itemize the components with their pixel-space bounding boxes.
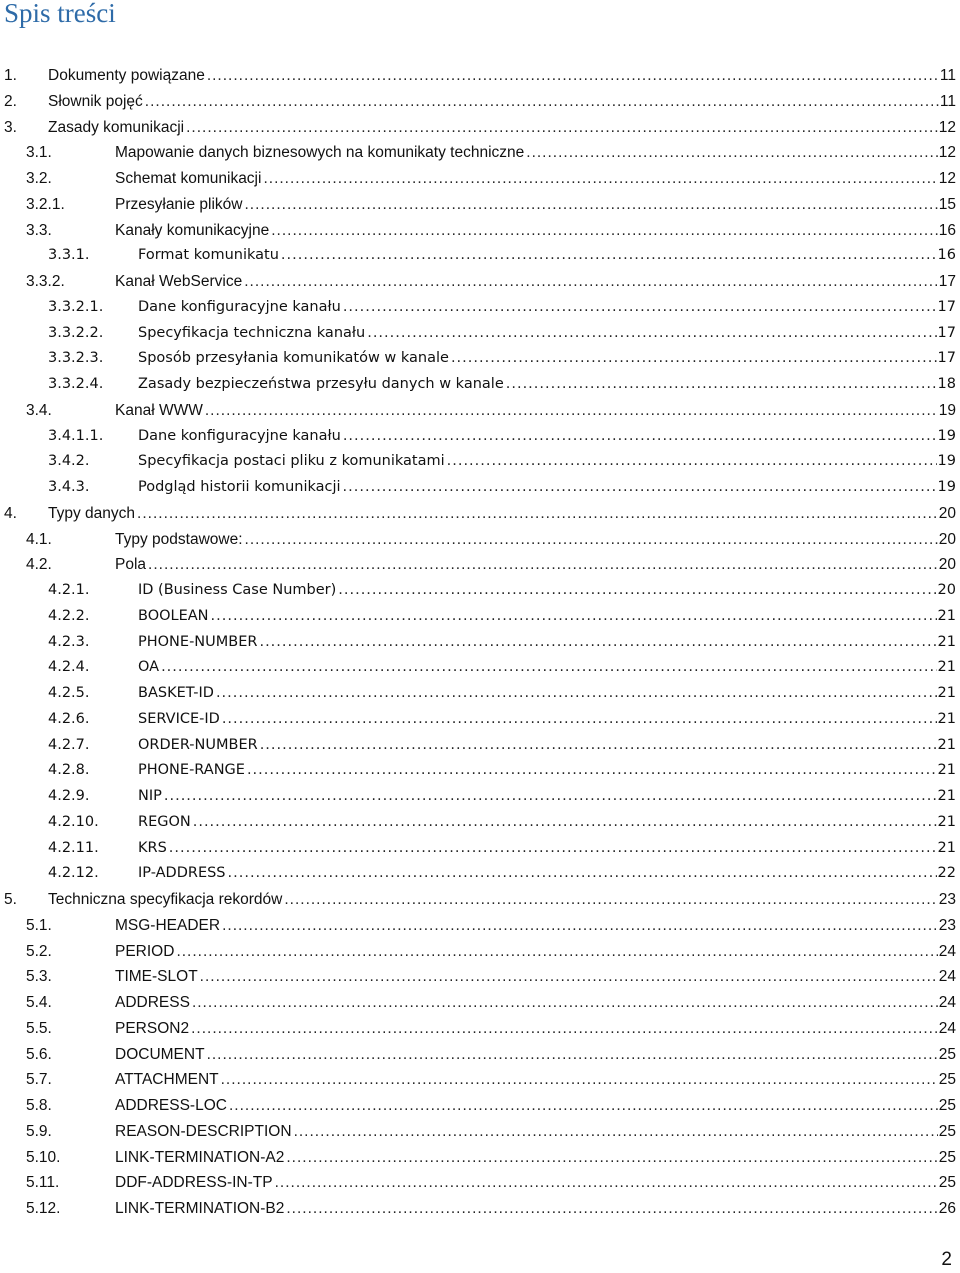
toc-entry-number: 4.2.9. xyxy=(48,788,90,804)
toc-entry-number: 5.1. xyxy=(26,916,52,934)
toc-entry-leader-line xyxy=(138,733,956,759)
dot-leader xyxy=(245,192,938,218)
dot-leader xyxy=(193,810,937,836)
toc-entry-number: 5.8. xyxy=(26,1097,52,1114)
toc-entry-number: 5.3. xyxy=(26,968,52,986)
toc-entry-page[interactable]: 21 xyxy=(937,788,956,804)
toc-entry[interactable] xyxy=(0,990,960,1016)
toc-entry-number: 3.4. xyxy=(26,401,52,419)
toc-entry-title[interactable]: ADDRESS xyxy=(115,994,190,1011)
dot-leader xyxy=(145,89,939,115)
dot-leader xyxy=(367,321,936,347)
dot-leader xyxy=(286,1196,937,1222)
toc-entry-number: 5.7. xyxy=(26,1071,52,1089)
toc-entry-page[interactable]: 19 xyxy=(938,401,956,419)
toc-entry[interactable] xyxy=(0,243,960,269)
toc-entry-number: 3.3.2.1. xyxy=(48,298,104,315)
toc-entry-title[interactable]: PERSON2 xyxy=(115,1019,190,1037)
dot-leader xyxy=(221,1067,938,1093)
dot-leader xyxy=(260,733,937,759)
toc-entry-leader-line xyxy=(115,218,956,244)
toc-entry-title[interactable]: SERVICE-ID xyxy=(138,710,220,727)
toc-entry[interactable] xyxy=(0,1145,960,1171)
toc-entry[interactable] xyxy=(0,475,960,501)
toc-entry-leader-line xyxy=(115,1093,956,1119)
toc-entry[interactable] xyxy=(0,1119,960,1145)
toc-entry-leader-line xyxy=(138,604,956,630)
toc-entry-leader-line xyxy=(115,990,956,1016)
dot-leader xyxy=(148,552,938,578)
toc-entry-number: 5.9. xyxy=(26,1122,52,1140)
toc-entry-page[interactable]: 19 xyxy=(937,479,956,495)
page-title: Spis treści xyxy=(4,0,116,28)
toc-entry-number: 4.2.12. xyxy=(48,865,99,882)
toc-entry-leader-line xyxy=(138,655,956,681)
dot-leader xyxy=(229,1093,938,1119)
toc-entry-title[interactable]: KRS xyxy=(138,839,167,856)
toc-entry-number: 5.10. xyxy=(26,1148,61,1166)
dot-leader xyxy=(205,398,938,424)
toc-entry[interactable] xyxy=(0,939,960,965)
toc-entry-number: 3.4.2. xyxy=(48,453,90,470)
toc-entry-page[interactable]: 12 xyxy=(938,118,956,136)
toc-entry[interactable] xyxy=(0,913,960,939)
toc-entry[interactable] xyxy=(0,630,960,656)
toc-entry-page[interactable]: 25 xyxy=(938,1097,956,1114)
toc-entry-leader-line xyxy=(138,346,956,372)
toc-entry-number: 4. xyxy=(4,504,17,522)
toc-entry-title[interactable]: Pola xyxy=(115,556,147,574)
toc-entry-page[interactable]: 21 xyxy=(937,736,956,753)
toc-entry-number: 5. xyxy=(4,891,17,908)
toc-entry-title[interactable]: Zasady komunikacji xyxy=(48,118,185,136)
toc-entry-page[interactable]: 21 xyxy=(937,710,956,727)
toc-entry[interactable] xyxy=(0,836,960,862)
toc-entry[interactable] xyxy=(0,166,960,192)
toc-entry-page[interactable]: 25 xyxy=(938,1174,956,1192)
toc-entry-number: 3.3.2.2. xyxy=(48,324,104,341)
toc-entry-title[interactable]: NIP xyxy=(138,788,162,804)
toc-entry-title[interactable]: PHONE-RANGE xyxy=(138,762,245,779)
toc-entry-page[interactable]: 25 xyxy=(938,1148,956,1166)
toc-entry-page[interactable]: 21 xyxy=(937,762,956,779)
toc-entry-title[interactable]: PERIOD xyxy=(115,942,175,960)
toc-entry[interactable] xyxy=(0,1042,960,1068)
toc-entry-number: 5.11. xyxy=(26,1174,60,1192)
toc-entry-number: 5.6. xyxy=(26,1045,52,1063)
toc-entry-number: 4.2.8. xyxy=(48,762,90,779)
toc-entry-page[interactable]: 11 xyxy=(939,67,956,84)
toc-entry-page[interactable]: 21 xyxy=(937,607,956,624)
toc-entry-title[interactable]: Przesyłanie plików xyxy=(115,195,243,213)
toc-entry-page[interactable]: 23 xyxy=(938,916,956,934)
toc-entry-page[interactable]: 15 xyxy=(938,195,956,213)
toc-entry[interactable] xyxy=(0,89,960,115)
toc-entry-leader-line xyxy=(138,836,956,862)
toc-entry-title[interactable]: Kanał WWW xyxy=(115,401,203,419)
toc-entry-page[interactable]: 19 xyxy=(937,427,956,444)
toc-entry-page[interactable]: 17 xyxy=(937,298,956,315)
toc-entry-leader-line xyxy=(115,939,956,965)
toc-entry-page[interactable]: 24 xyxy=(938,942,956,960)
toc-entry[interactable] xyxy=(0,1196,960,1222)
toc-entry-number: 3. xyxy=(4,118,17,136)
toc-entry[interactable] xyxy=(0,192,960,218)
toc-entry-leader-line xyxy=(115,552,956,578)
toc-entry[interactable] xyxy=(0,784,960,810)
toc-entry-number: 4.2.4. xyxy=(48,659,90,676)
dot-leader xyxy=(228,861,937,887)
toc-entry-page[interactable]: 25 xyxy=(938,1045,956,1063)
toc-entry-leader-line xyxy=(115,1016,956,1042)
toc-entry-number: 3.3.2. xyxy=(26,273,65,290)
dot-leader xyxy=(284,887,937,913)
toc-entry-page[interactable]: 21 xyxy=(937,659,956,676)
dot-leader xyxy=(176,939,937,965)
toc-entry-title[interactable]: Sposób przesyłania komunikatów w kanale xyxy=(138,350,449,367)
toc-entry-title[interactable]: ATTACHMENT xyxy=(115,1071,219,1089)
toc-entry-leader-line xyxy=(138,861,956,887)
toc-entry[interactable] xyxy=(0,398,960,424)
toc-entry-number: 2. xyxy=(4,92,17,110)
toc-entry[interactable] xyxy=(0,269,960,295)
toc-entry-title[interactable]: Techniczna specyfikacja rekordów xyxy=(48,891,283,908)
toc-entry-leader-line xyxy=(138,372,956,398)
dot-leader xyxy=(207,63,939,89)
toc-entry-leader-line xyxy=(138,707,956,733)
toc-entry[interactable] xyxy=(0,346,960,372)
toc-entry-number: 4.2.1. xyxy=(48,582,90,598)
toc-entry-title[interactable]: Schemat komunikacji xyxy=(115,170,262,187)
toc-entry-leader-line xyxy=(115,1067,956,1093)
toc-entry[interactable] xyxy=(0,810,960,836)
toc-entry-number: 5.4. xyxy=(26,994,52,1011)
toc-entry[interactable] xyxy=(0,964,960,990)
toc-entry-page[interactable]: 18 xyxy=(937,376,956,392)
toc-entry-leader-line xyxy=(138,578,956,604)
toc-entry-title[interactable]: Kanał WebService xyxy=(115,273,243,290)
toc-entry-number: 4.2.11. xyxy=(48,839,99,856)
toc-entry-leader-line xyxy=(48,89,956,115)
toc-entry-leader-line xyxy=(138,758,956,784)
toc-entry-page[interactable]: 24 xyxy=(938,994,956,1011)
toc-entry-page[interactable]: 16 xyxy=(938,221,956,239)
toc-entry-leader-line xyxy=(48,887,956,913)
toc-entry-number: 5.5. xyxy=(26,1019,52,1037)
toc-entry-number: 3.1. xyxy=(26,144,52,162)
toc-entry-leader-line xyxy=(115,398,956,424)
toc-entry-leader-line xyxy=(115,269,956,295)
toc-entry-title[interactable]: PHONE-NUMBER xyxy=(138,633,258,650)
toc-entry-leader-line xyxy=(138,681,956,707)
toc-entry[interactable] xyxy=(0,218,960,244)
toc-entry-title[interactable]: IP-ADDRESS xyxy=(138,865,226,882)
toc-entry-number: 4.1. xyxy=(26,530,52,548)
toc-entry-number: 5.12. xyxy=(26,1200,61,1217)
dot-leader xyxy=(263,166,937,192)
toc-entry[interactable] xyxy=(0,1067,960,1093)
toc-entry-leader-line xyxy=(115,1042,956,1068)
dot-leader xyxy=(286,1145,937,1171)
toc-entry-title[interactable]: Specyfikacja techniczna kanału xyxy=(138,324,366,341)
toc-entry[interactable] xyxy=(0,1016,960,1042)
dot-leader xyxy=(216,681,937,707)
toc-entry-number: 3.3.2.3. xyxy=(48,350,104,367)
toc-entry-title[interactable]: ORDER-NUMBER xyxy=(138,736,258,753)
dot-leader xyxy=(343,295,937,321)
toc-entry-page[interactable]: 12 xyxy=(938,170,956,187)
toc-entry[interactable] xyxy=(0,1170,960,1196)
toc-entry-page[interactable]: 23 xyxy=(938,891,956,908)
toc-entry-page[interactable]: 20 xyxy=(938,556,956,574)
toc-entry[interactable] xyxy=(0,758,960,784)
toc-entry-number: 4.2.2. xyxy=(48,607,90,624)
toc-entry-leader-line xyxy=(138,295,956,321)
toc-entry[interactable] xyxy=(0,733,960,759)
dot-leader xyxy=(186,115,938,141)
dot-leader xyxy=(526,140,937,166)
toc-entry[interactable] xyxy=(0,578,960,604)
toc-entry-page[interactable]: 17 xyxy=(938,273,956,290)
dot-leader xyxy=(506,372,937,398)
toc-entry-leader-line xyxy=(115,1196,956,1222)
toc-entry-title[interactable]: OA xyxy=(138,659,160,676)
toc-entry-leader-line xyxy=(115,166,956,192)
toc-entry-title[interactable]: Mapowanie danych biznesowych na komunikaty techniczne xyxy=(115,144,525,162)
toc-entry-page[interactable]: 20 xyxy=(937,582,956,598)
dot-leader xyxy=(244,269,938,295)
toc-entry-number: 3.3.1. xyxy=(48,247,90,264)
toc-entry[interactable] xyxy=(0,527,960,553)
toc-entry-title[interactable]: Dane konfiguracyjne kanału xyxy=(138,298,341,315)
toc-entry-leader-line xyxy=(115,1119,956,1145)
dot-leader xyxy=(169,836,937,862)
toc-entry-title[interactable]: LINK-TERMINATION-A2 xyxy=(115,1148,285,1166)
dot-leader xyxy=(161,655,936,681)
toc-entry-title[interactable]: Słownik pojęć xyxy=(48,92,143,110)
toc-entry-number: 3.3. xyxy=(26,221,52,239)
toc-entry-title[interactable]: Typy podstawowe: xyxy=(115,530,243,548)
toc-entry-title[interactable]: Typy danych xyxy=(48,504,136,522)
toc-entry-number: 4.2.5. xyxy=(48,685,90,701)
toc-entry-number: 4.2.10. xyxy=(48,813,99,830)
toc-entry-leader-line xyxy=(115,192,956,218)
toc-entry-title[interactable]: DDF-ADDRESS-IN-TP xyxy=(115,1174,273,1192)
dot-leader xyxy=(222,707,937,733)
toc-entry[interactable] xyxy=(0,604,960,630)
toc-entry-leader-line xyxy=(48,63,956,89)
toc-entry-page[interactable]: 21 xyxy=(937,839,956,856)
toc-entry-leader-line xyxy=(115,964,956,990)
toc-entry-title[interactable]: ID (Business Case Number) xyxy=(138,582,337,598)
dot-leader xyxy=(247,758,937,784)
toc-entry-leader-line xyxy=(138,321,956,347)
toc-entry-number: 3.4.1.1. xyxy=(48,427,104,444)
toc-entry-page[interactable]: 19 xyxy=(937,453,956,470)
toc-entry-page[interactable]: 25 xyxy=(938,1122,956,1140)
toc-entry[interactable] xyxy=(0,887,960,913)
toc-entry[interactable] xyxy=(0,115,960,141)
toc-entry-page[interactable]: 24 xyxy=(938,968,956,986)
toc-entry[interactable] xyxy=(0,449,960,475)
toc-entry-title[interactable]: BASKET-ID xyxy=(138,685,214,701)
toc-entry-leader-line xyxy=(115,913,956,939)
toc-entry[interactable] xyxy=(0,552,960,578)
toc-entry-title[interactable]: Zasady bezpieczeństwa przesyłu danych w kanale xyxy=(138,376,504,392)
toc-entry-number: 4.2.6. xyxy=(48,710,90,727)
dot-leader xyxy=(245,527,938,553)
toc-entry-page[interactable]: 20 xyxy=(938,530,956,548)
toc-entry[interactable] xyxy=(0,1093,960,1119)
toc-entry-title[interactable]: Dokumenty powiązane xyxy=(48,67,205,84)
toc-entry-page[interactable]: 22 xyxy=(937,865,956,882)
toc-entry-title[interactable]: REASON-DESCRIPTION xyxy=(115,1122,292,1140)
dot-leader xyxy=(191,1016,938,1042)
toc-entry-page[interactable]: 21 xyxy=(937,813,956,830)
toc-entry-title[interactable]: Specyfikacja postaci pliku z komunikatami xyxy=(138,453,445,470)
dot-leader xyxy=(137,501,938,527)
toc-entry[interactable] xyxy=(0,295,960,321)
toc-entry-page[interactable]: 24 xyxy=(938,1019,956,1037)
toc-entry-title[interactable]: Dane konfiguracyjne kanału xyxy=(138,427,341,444)
toc-entry-leader-line xyxy=(48,501,956,527)
toc-entry-page[interactable]: 12 xyxy=(938,144,956,162)
toc-entry-title[interactable]: TIME-SLOT xyxy=(115,968,198,986)
toc-entry-title[interactable]: Format komunikatu xyxy=(138,247,279,264)
toc-entry-leader-line xyxy=(138,630,956,656)
toc-entry-leader-line xyxy=(138,449,956,475)
toc-entry-page[interactable]: 21 xyxy=(937,685,956,701)
toc-entry-number: 3.2.1. xyxy=(26,195,65,213)
toc-entry-number: 4.2.3. xyxy=(48,633,90,650)
toc-entry-number: 4.2. xyxy=(26,556,52,574)
toc-entry-title[interactable]: Kanały komunikacyjne xyxy=(115,221,270,239)
toc-entry-page[interactable]: 17 xyxy=(937,324,956,341)
toc-entry-title[interactable]: MSG-HEADER xyxy=(115,916,221,934)
dot-leader xyxy=(164,784,937,810)
dot-leader xyxy=(211,604,937,630)
toc-entry-page[interactable]: 16 xyxy=(937,247,956,264)
page-number: 2 xyxy=(941,1249,952,1270)
dot-leader xyxy=(343,475,937,501)
dot-leader xyxy=(451,346,937,372)
dot-leader xyxy=(207,1042,938,1068)
toc-entry[interactable] xyxy=(0,63,960,89)
toc-entry-page[interactable]: 20 xyxy=(938,504,956,522)
toc-entry[interactable] xyxy=(0,707,960,733)
dot-leader xyxy=(343,424,937,450)
toc-entry-page[interactable]: 11 xyxy=(939,92,956,110)
toc-entry-leader-line xyxy=(115,140,956,166)
toc-entry-leader-line xyxy=(48,115,956,141)
toc-entry-title[interactable]: ADDRESS-LOC xyxy=(115,1097,227,1114)
toc-entry-number: 3.4.3. xyxy=(48,479,90,495)
toc-entry-leader-line xyxy=(138,784,956,810)
toc-entry-leader-line xyxy=(115,1170,956,1196)
toc-entry-title[interactable]: Podgląd historii komunikacji xyxy=(138,479,341,495)
dot-leader xyxy=(275,1170,938,1196)
toc-entry-leader-line xyxy=(138,424,956,450)
dot-leader xyxy=(192,990,938,1016)
toc-entry-leader-line xyxy=(138,243,956,269)
toc-entry-number: 3.3.2.4. xyxy=(48,376,104,392)
toc-entry-leader-line xyxy=(138,475,956,501)
toc-entry-title[interactable]: BOOLEAN xyxy=(138,607,209,624)
toc-entry-number: 1. xyxy=(4,67,17,84)
toc-entry-title[interactable]: LINK-TERMINATION-B2 xyxy=(115,1200,285,1217)
toc-entry[interactable] xyxy=(0,140,960,166)
dot-leader xyxy=(259,630,936,656)
dot-leader xyxy=(447,449,937,475)
toc-entry[interactable] xyxy=(0,861,960,887)
toc-entry-leader-line xyxy=(115,527,956,553)
toc-entry-title[interactable]: REGON xyxy=(138,813,191,830)
toc-entry-page[interactable]: 26 xyxy=(938,1200,956,1217)
toc-entry-page[interactable]: 25 xyxy=(938,1071,956,1089)
toc-entry-leader-line xyxy=(115,1145,956,1171)
toc-entry[interactable] xyxy=(0,655,960,681)
dot-leader xyxy=(294,1119,938,1145)
toc-entry-page[interactable]: 17 xyxy=(937,350,956,367)
toc-entry-number: 3.2. xyxy=(26,170,52,187)
toc-entry[interactable] xyxy=(0,681,960,707)
toc-entry-number: 5.2. xyxy=(26,942,52,960)
toc-entry-page[interactable]: 21 xyxy=(937,633,956,650)
table-of-contents xyxy=(0,63,960,1222)
dot-leader xyxy=(271,218,938,244)
toc-entry-number: 4.2.7. xyxy=(48,736,90,753)
toc-entry[interactable] xyxy=(0,372,960,398)
dot-leader xyxy=(281,243,937,269)
dot-leader xyxy=(338,578,936,604)
toc-entry[interactable] xyxy=(0,501,960,527)
toc-entry[interactable] xyxy=(0,424,960,450)
toc-entry[interactable] xyxy=(0,321,960,347)
dot-leader xyxy=(222,913,938,939)
dot-leader xyxy=(200,964,938,990)
toc-entry-title[interactable]: DOCUMENT xyxy=(115,1045,205,1063)
toc-entry-leader-line xyxy=(138,810,956,836)
